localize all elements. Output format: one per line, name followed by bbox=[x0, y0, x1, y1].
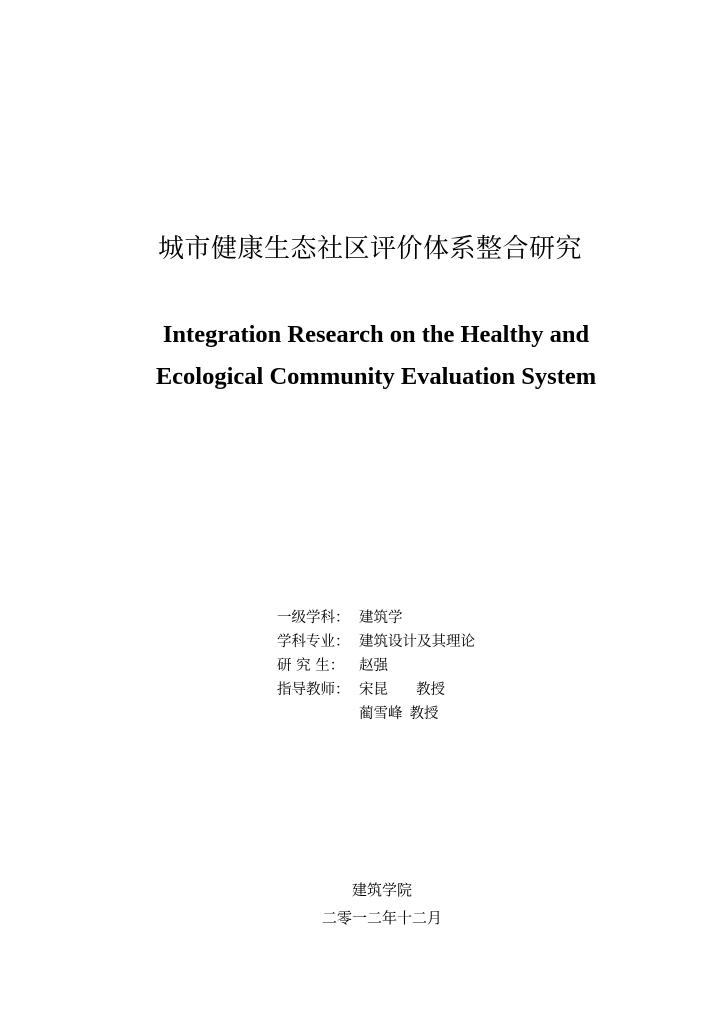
advisor-label: 指导教师： bbox=[277, 682, 350, 698]
student-value: 赵强 bbox=[359, 658, 388, 674]
advisor-row-1 bbox=[277, 678, 475, 702]
discipline-row bbox=[277, 606, 475, 630]
advisor-2-name: 蔺雪峰 bbox=[359, 706, 403, 722]
spacer bbox=[403, 702, 410, 726]
student-row bbox=[277, 654, 475, 678]
spacer bbox=[388, 678, 416, 702]
english-title bbox=[0, 314, 724, 398]
date-text: 二零一二年十二月 bbox=[321, 909, 442, 927]
english-title-line-2: Ecological Community Evaluation System bbox=[155, 363, 597, 390]
english-title-line-1: Integration Research on the Healthy and bbox=[162, 321, 590, 348]
advisor-2-title: 教授 bbox=[409, 706, 439, 722]
discipline-label: 一级学科： bbox=[277, 610, 350, 626]
chinese-title: 城市健康生态社区评价体系整合研究 bbox=[157, 234, 582, 264]
advisor-label-spacer bbox=[277, 702, 359, 726]
major-value: 建筑设计及其理论 bbox=[359, 634, 475, 650]
advisor-row-2 bbox=[277, 702, 475, 726]
author-info-block bbox=[277, 606, 475, 726]
major-row bbox=[277, 630, 475, 654]
school-name: 建筑学院 bbox=[351, 881, 412, 899]
advisor-1-name: 宋昆 bbox=[359, 682, 388, 698]
footer-block bbox=[0, 876, 724, 932]
major-label: 学科专业： bbox=[277, 634, 350, 650]
discipline-value: 建筑学 bbox=[359, 610, 403, 626]
advisor-1-title: 教授 bbox=[416, 682, 445, 698]
student-label: 研 究 生： bbox=[277, 658, 345, 674]
